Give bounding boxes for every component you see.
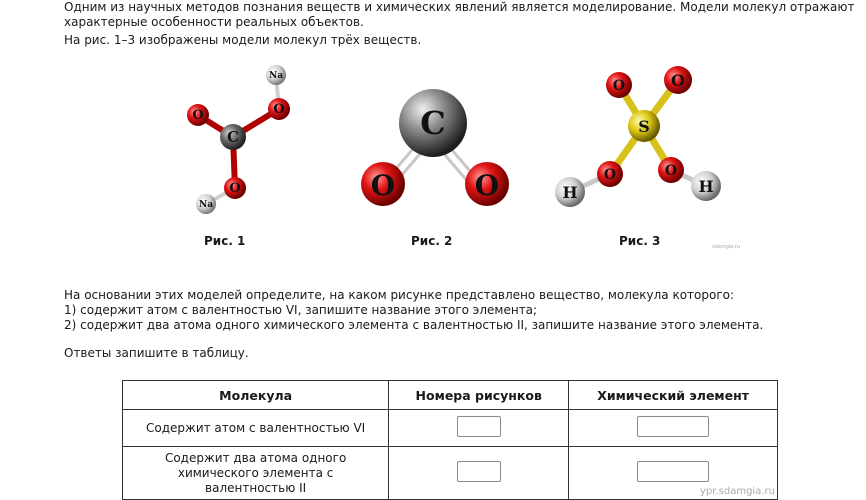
atom-label: O [192, 108, 204, 123]
atom-label: O [370, 169, 396, 202]
atom-label: Na [268, 71, 284, 81]
figure-1-caption: Рис. 1 [204, 234, 246, 248]
row-2-element-input[interactable] [637, 461, 709, 482]
row-2-molecule [123, 447, 389, 500]
footer-watermark: ypr.sdamgia.ru [700, 486, 775, 497]
row-1-element-input[interactable] [637, 416, 709, 437]
atom-label: O [671, 71, 685, 90]
atom-label: O [664, 163, 678, 179]
atom-label: O [474, 169, 500, 202]
table-header-row [123, 381, 778, 410]
question-intro: На основании этих моделей определите, на каком рисунке представлено вещество, молекула которого: [64, 288, 735, 302]
row-1-figure-input[interactable] [457, 416, 501, 437]
atom-label: H [562, 183, 578, 202]
figure-2-caption: Рис. 2 [411, 234, 453, 248]
figure-3-caption: Рис. 3 [619, 234, 661, 248]
atom-label: S [638, 117, 650, 136]
row-1-element-cell [569, 410, 778, 447]
atom-label: O [273, 102, 285, 117]
figure-2-molecule [355, 80, 515, 210]
atom-label: O [612, 78, 626, 94]
atom-label: C [420, 104, 446, 142]
figure-3-molecule [550, 66, 730, 216]
row-1-molecule-text: Содержит атом с валентностью VI [146, 420, 366, 435]
answers-instruction: Ответы запишите в таблицу. [64, 346, 249, 360]
atom-label: O [229, 181, 241, 196]
table-header-element: Химический элемент [569, 381, 778, 410]
intro-paragraph-2-text: На рис. 1–3 изображены модели молекул трёх веществ. [64, 33, 422, 47]
table-row [123, 447, 778, 500]
table-header-molecule: Молекула [123, 381, 389, 410]
intro-paragraph-1-text: Одним из научных методов познания веществ и химических явлений является моделирование. Модели молекул отражают характерные особенности реальных объектов. [64, 0, 855, 29]
figure-1-molecule [175, 62, 305, 222]
intro-paragraph-1 [64, 0, 858, 30]
atom-label: C [227, 128, 239, 146]
row-1-molecule [123, 410, 389, 447]
row-2-figure-input[interactable] [457, 461, 501, 482]
row-1-figure-cell [389, 410, 569, 447]
table-row [123, 410, 778, 447]
answer-table [122, 380, 778, 500]
watermark-small: sdamgia.ru [712, 244, 741, 250]
row-2-molecule-text: Содержит два атома одного химического элемента с валентностью II [164, 450, 347, 495]
intro-paragraph-2 [64, 33, 858, 48]
question-item-2: 2) содержит два атома одного химического элемента с валентностью II, запишите название этого элемента. [64, 318, 764, 332]
row-2-figure-cell [389, 447, 569, 500]
atom-label: Na [198, 200, 214, 210]
atom-label: H [698, 177, 714, 196]
table-header-figure-number: Номера рисунков [389, 381, 569, 410]
question-item-1: 1) содержит атом с валентностью VI, запишите название этого элемента; [64, 303, 538, 317]
atom-label: O [603, 167, 617, 183]
